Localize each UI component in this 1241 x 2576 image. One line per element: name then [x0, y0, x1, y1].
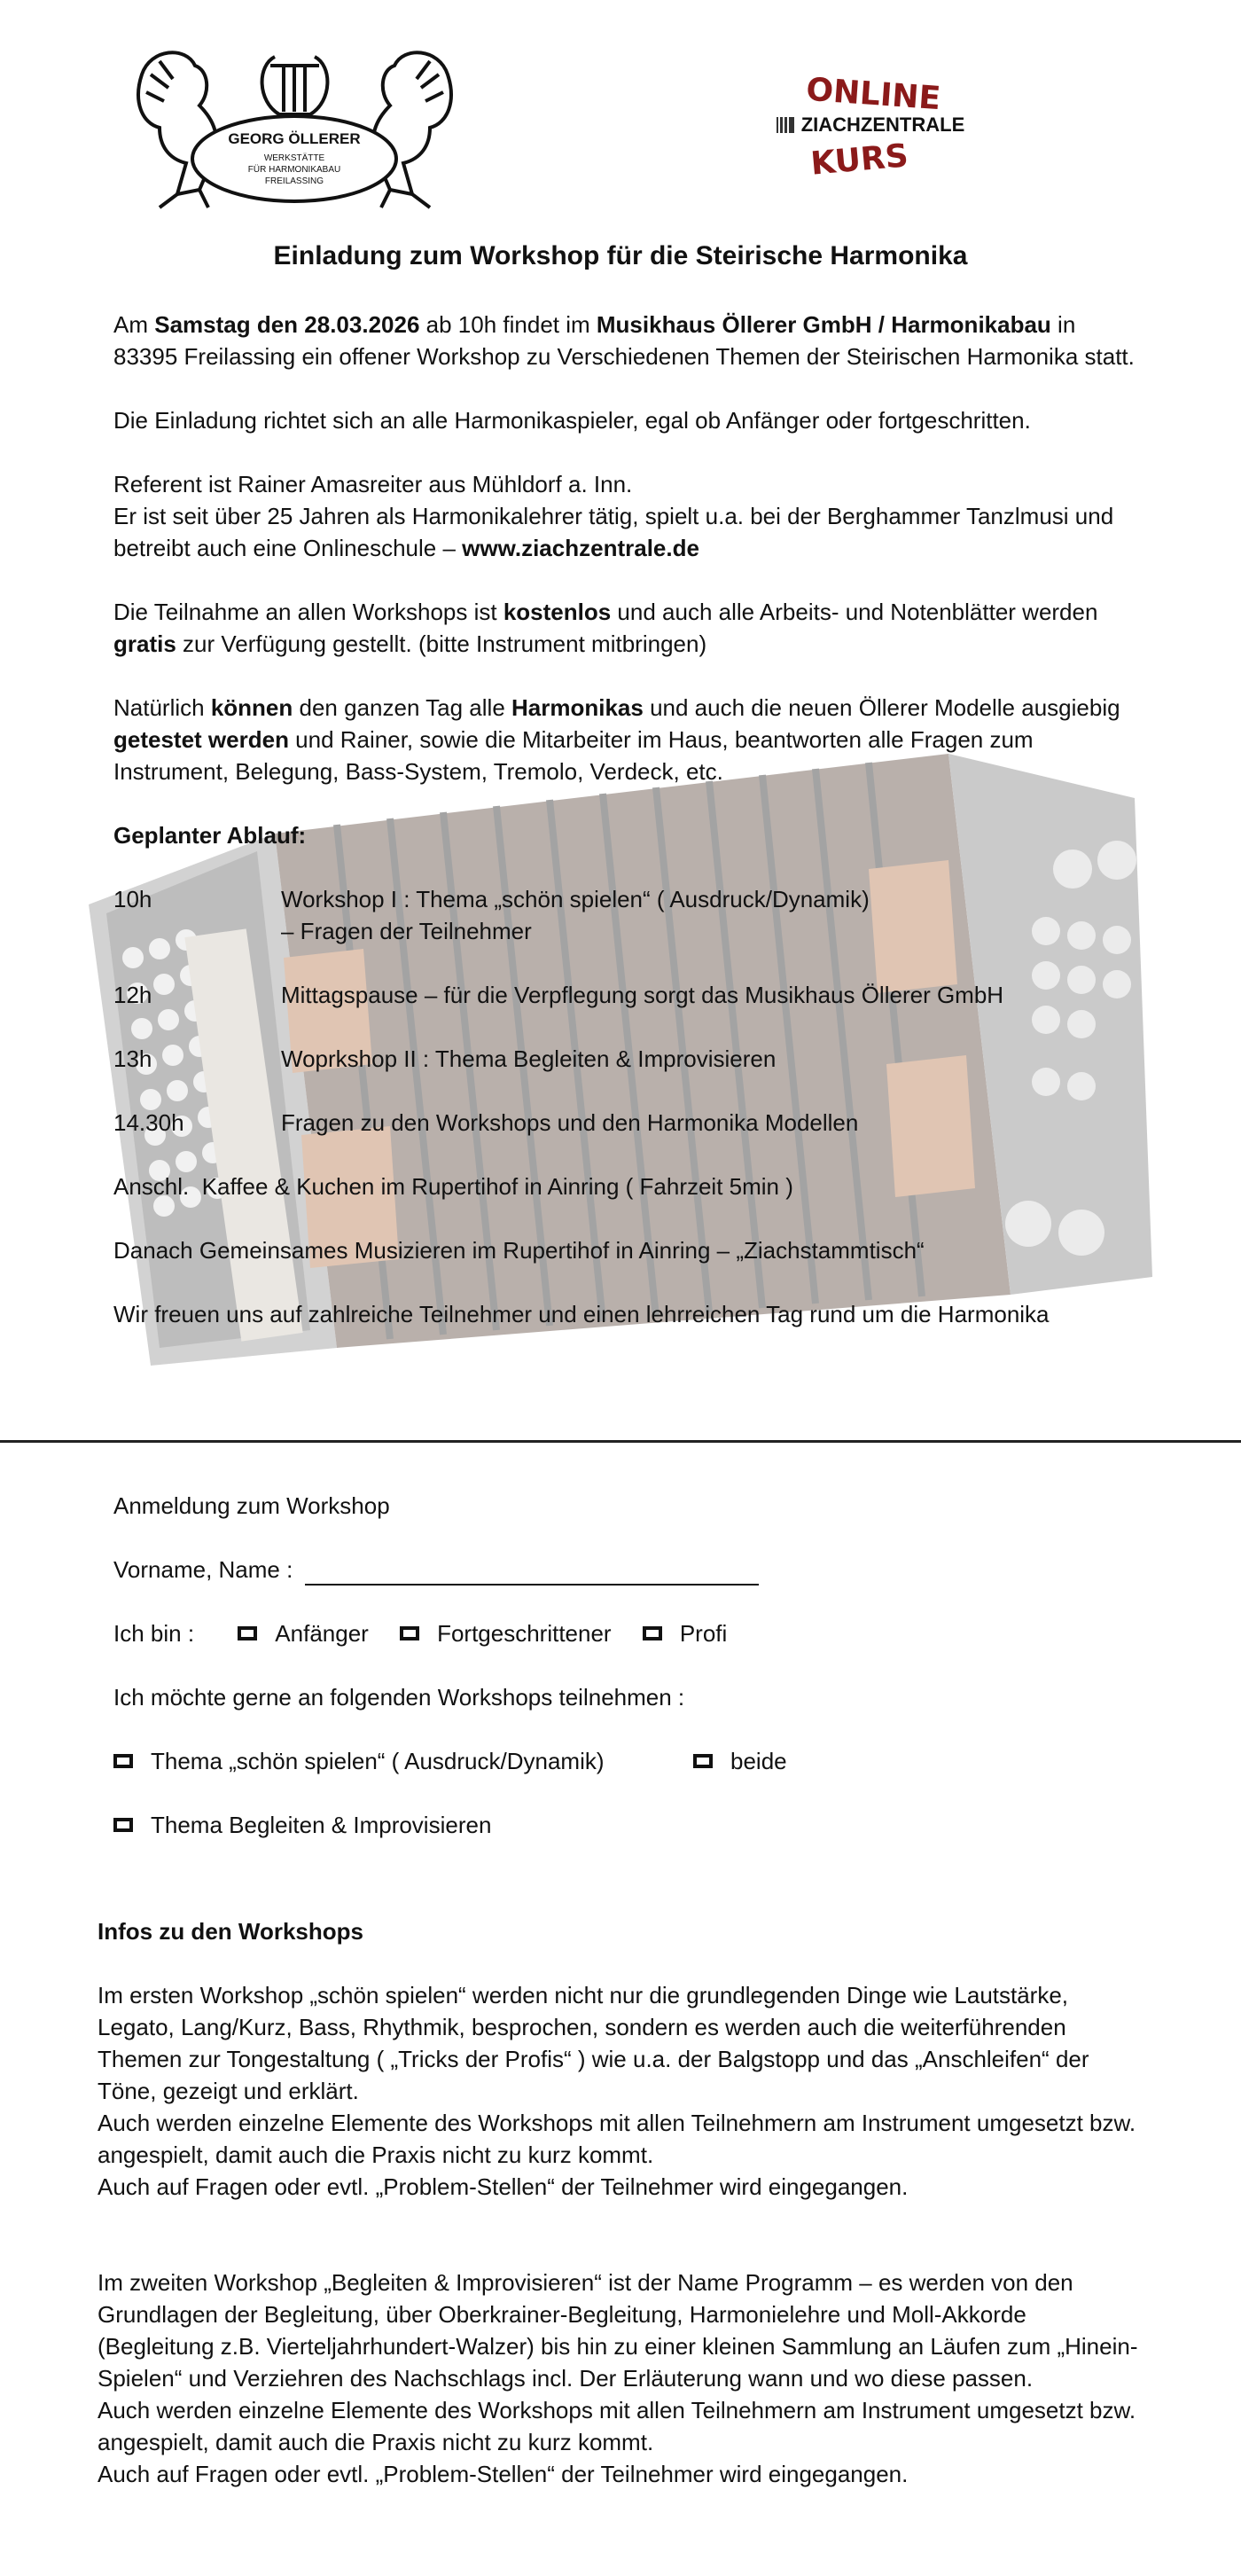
intro-paragraph-4 — [113, 596, 1177, 660]
text-bold: getestet werden — [113, 726, 289, 753]
text: und Rainer, sowie die Mitarbeiter im Haus, beantworten alle Fragen zum — [288, 726, 1034, 753]
logo-ziachzentrale-text: ZIACHZENTRALE — [800, 114, 965, 136]
schedule-desc: Mittagspause – für die Verpflegung sorgt das Musikhaus Öllerer GmbH — [281, 982, 1004, 1008]
text: und auch die neuen Öllerer Modelle ausgiebig — [643, 694, 1120, 721]
schedule-desc: Fragen zu den Workshops und den Harmonika Modellen — [281, 1109, 859, 1136]
text: Töne, gezeigt und erklärt. — [98, 2078, 359, 2104]
option-label: Anfänger — [275, 1620, 369, 1647]
text: angespielt, damit auch die Praxis nicht zu kurz kommt. — [98, 2141, 654, 2168]
website-link[interactable]: www.ziachzentrale.de — [462, 535, 699, 561]
text-bold: Harmonikas — [511, 694, 644, 721]
level-row — [113, 1617, 1177, 1649]
schedule-time: 13h — [113, 1045, 152, 1072]
schedule-time: 10h — [113, 886, 152, 912]
checkbox-fortgeschrittener[interactable] — [400, 1626, 419, 1640]
logo-sub3: FREILASSING — [264, 176, 324, 186]
text: Referent ist Rainer Amasreiter aus Mühldorf a. Inn. — [113, 471, 633, 497]
lyre-icon — [262, 57, 328, 114]
workshops-label: Ich möchte gerne an folgenden Workshops teilnehmen : — [113, 1684, 685, 1711]
level-label: Ich bin : — [113, 1620, 195, 1647]
name-field[interactable] — [305, 1561, 759, 1586]
text-bold: kostenlos — [503, 599, 612, 625]
info-paragraph-2 — [98, 2267, 1188, 2490]
intro-paragraph-1 — [113, 309, 1177, 372]
schedule-anschl — [113, 1171, 1177, 1202]
name-row — [113, 1554, 1177, 1586]
text: Themen zur Tongestaltung ( „Tricks der Profis“ ) wie u.a. der Balgstopp und das „Anschleifen“ der — [98, 2046, 1089, 2072]
info-paragraph-1 — [98, 1979, 1188, 2203]
text: Legato, Lang/Kurz, Bass, Rhythmik, besprochen, sondern es werden auch die weiterführenden — [98, 2014, 1066, 2040]
option-label: beide — [730, 1748, 787, 1774]
schedule-heading: Geplanter Ablauf: — [113, 822, 307, 849]
text: Danach — [113, 1237, 193, 1264]
checkbox-begleiten[interactable] — [113, 1818, 133, 1832]
intro-paragraph-5 — [113, 692, 1177, 787]
option-label: Thema „schön spielen“ ( Ausdruck/Dynamik) — [151, 1748, 605, 1774]
text: Instrument, Belegung, Bass-System, Tremolo, Verdeck, etc. — [113, 758, 723, 785]
page-title: Einladung zum Workshop für die Steirische Harmonika — [273, 241, 968, 270]
intro-paragraph-2: Die Einladung richtet sich an alle Harmonikaspieler, egal ob Anfänger oder fortgeschritten. — [113, 407, 1031, 434]
text: Spielen“ und Verziehren des Nachschlags incl. Der Erläuterung wann und wo diese passen. — [98, 2365, 1034, 2392]
text: Workshop I : Thema „schön spielen“ ( Ausdruck/Dynamik) — [281, 886, 870, 912]
schedule-danach — [113, 1234, 1177, 1266]
closing-text: Wir freuen uns auf zahlreiche Teilnehmer und einen lehrreichen Tag rund um die Harmonika — [113, 1301, 1050, 1327]
logo-sub1: WERKSTÄTTE — [263, 153, 325, 163]
text: – Fragen der Teilnehmer — [281, 918, 532, 944]
intro-paragraph-3 — [113, 468, 1177, 564]
option-label: Thema Begleiten & Improvisieren — [151, 1812, 492, 1838]
ws-option-both — [693, 1745, 959, 1777]
text: angespielt, damit auch die Praxis nicht zu kurz kommt. — [98, 2429, 654, 2455]
text: den ganzen Tag alle — [293, 694, 512, 721]
event-location: Musikhaus Öllerer GmbH / Harmonikabau — [596, 311, 1051, 338]
checkbox-profi[interactable] — [643, 1626, 662, 1640]
info-heading: Infos zu den Workshops — [98, 1918, 363, 1945]
ws-option-row-2 — [113, 1809, 734, 1841]
text: Am — [113, 311, 155, 338]
logo-kurs-text: KURS — [808, 137, 910, 183]
text: Kaffee & Kuchen im Rupertihof in Ainring ( Fahrzeit 5min ) — [201, 1173, 793, 1200]
schedule-time: 14.30h — [113, 1109, 184, 1136]
text: Auch werden einzelne Elemente des Workshops mit allen Teilnehmern am Instrument umgesetzt bzw. — [98, 2110, 1136, 2136]
oellerer-logo — [124, 39, 465, 216]
accordion-icon — [777, 117, 794, 133]
logo-online-text: ONLINE — [805, 71, 942, 118]
event-date: Samstag den 28.03.2026 — [154, 311, 420, 338]
text-bold: gratis — [113, 630, 176, 657]
text: Die Teilnahme an allen Workshops ist — [113, 599, 503, 625]
text: Im ersten Workshop „schön spielen“ werden nicht nur die grundlegenden Dinge wie Lautstärke, — [98, 1982, 1069, 2008]
cut-divider — [0, 1440, 1241, 1443]
lion-right-icon — [373, 52, 451, 207]
schedule-time: 12h — [113, 982, 152, 1008]
name-label: Vorname, Name : — [113, 1556, 293, 1583]
text: in — [1050, 311, 1076, 338]
logo-sub2: FÜR HARMONIKABAU — [247, 165, 341, 175]
text: zur Verfügung gestellt. (bitte Instrument mitbringen) — [176, 630, 707, 657]
text: 83395 Freilassing ein offener Workshop zu Verschiedenen Themen der Steirischen Harmonika statt. — [113, 343, 1135, 370]
schedule-desc: Woprkshop II : Thema Begleiten & Improvisieren — [281, 1045, 777, 1072]
ws-option-row-1 — [113, 1745, 734, 1777]
option-label: Fortgeschrittener — [437, 1620, 612, 1647]
checkbox-beide[interactable] — [693, 1754, 713, 1768]
text: Er ist seit über 25 Jahren als Harmonikalehrer tätig, spielt u.a. bei der Berghammer Tanzlmusi und — [113, 503, 1114, 529]
text: Anschl. — [113, 1173, 190, 1200]
text: Grundlagen der Begleitung, über Oberkrainer-Begleitung, Harmonielehre und Moll-Akkorde — [98, 2301, 1026, 2328]
schedule-desc — [281, 883, 1167, 947]
text: Natürlich — [113, 694, 211, 721]
text: Gemeinsames Musizieren im Rupertihof in Ainring – „Ziachstammtisch“ — [199, 1237, 925, 1264]
logo-name: GEORG ÖLLERER — [228, 130, 361, 147]
option-label: Profi — [679, 1620, 728, 1647]
text: Im zweiten Workshop „Begleiten & Improvisieren“ ist der Name Programm – es werden von den — [98, 2269, 1073, 2296]
text-bold: können — [210, 694, 293, 721]
text: ab 10h findet im — [419, 311, 597, 338]
text: (Begleitung z.B. Vierteljahrhundert-Walzer) bis hin zu einer kleinen Sammlung an Läufen zum „Hinein- — [98, 2333, 1138, 2360]
ziachzentrale-logo — [771, 71, 975, 186]
text: Auch werden einzelne Elemente des Workshops mit allen Teilnehmern am Instrument umgesetzt bzw. — [98, 2397, 1136, 2423]
lion-left-icon — [138, 52, 216, 207]
text: Auch auf Fragen oder evtl. „Problem-Stellen“ der Teilnehmer wird eingegangen. — [98, 2173, 909, 2200]
text: betreibt auch eine Onlineschule – — [113, 535, 463, 561]
text: Auch auf Fragen oder evtl. „Problem-Stellen“ der Teilnehmer wird eingegangen. — [98, 2461, 909, 2487]
form-heading: Anmeldung zum Workshop — [113, 1492, 390, 1519]
checkbox-anfaenger[interactable] — [238, 1626, 257, 1640]
checkbox-schoen-spielen[interactable] — [113, 1754, 133, 1768]
text: und auch alle Arbeits- und Notenblätter werden — [611, 599, 1098, 625]
